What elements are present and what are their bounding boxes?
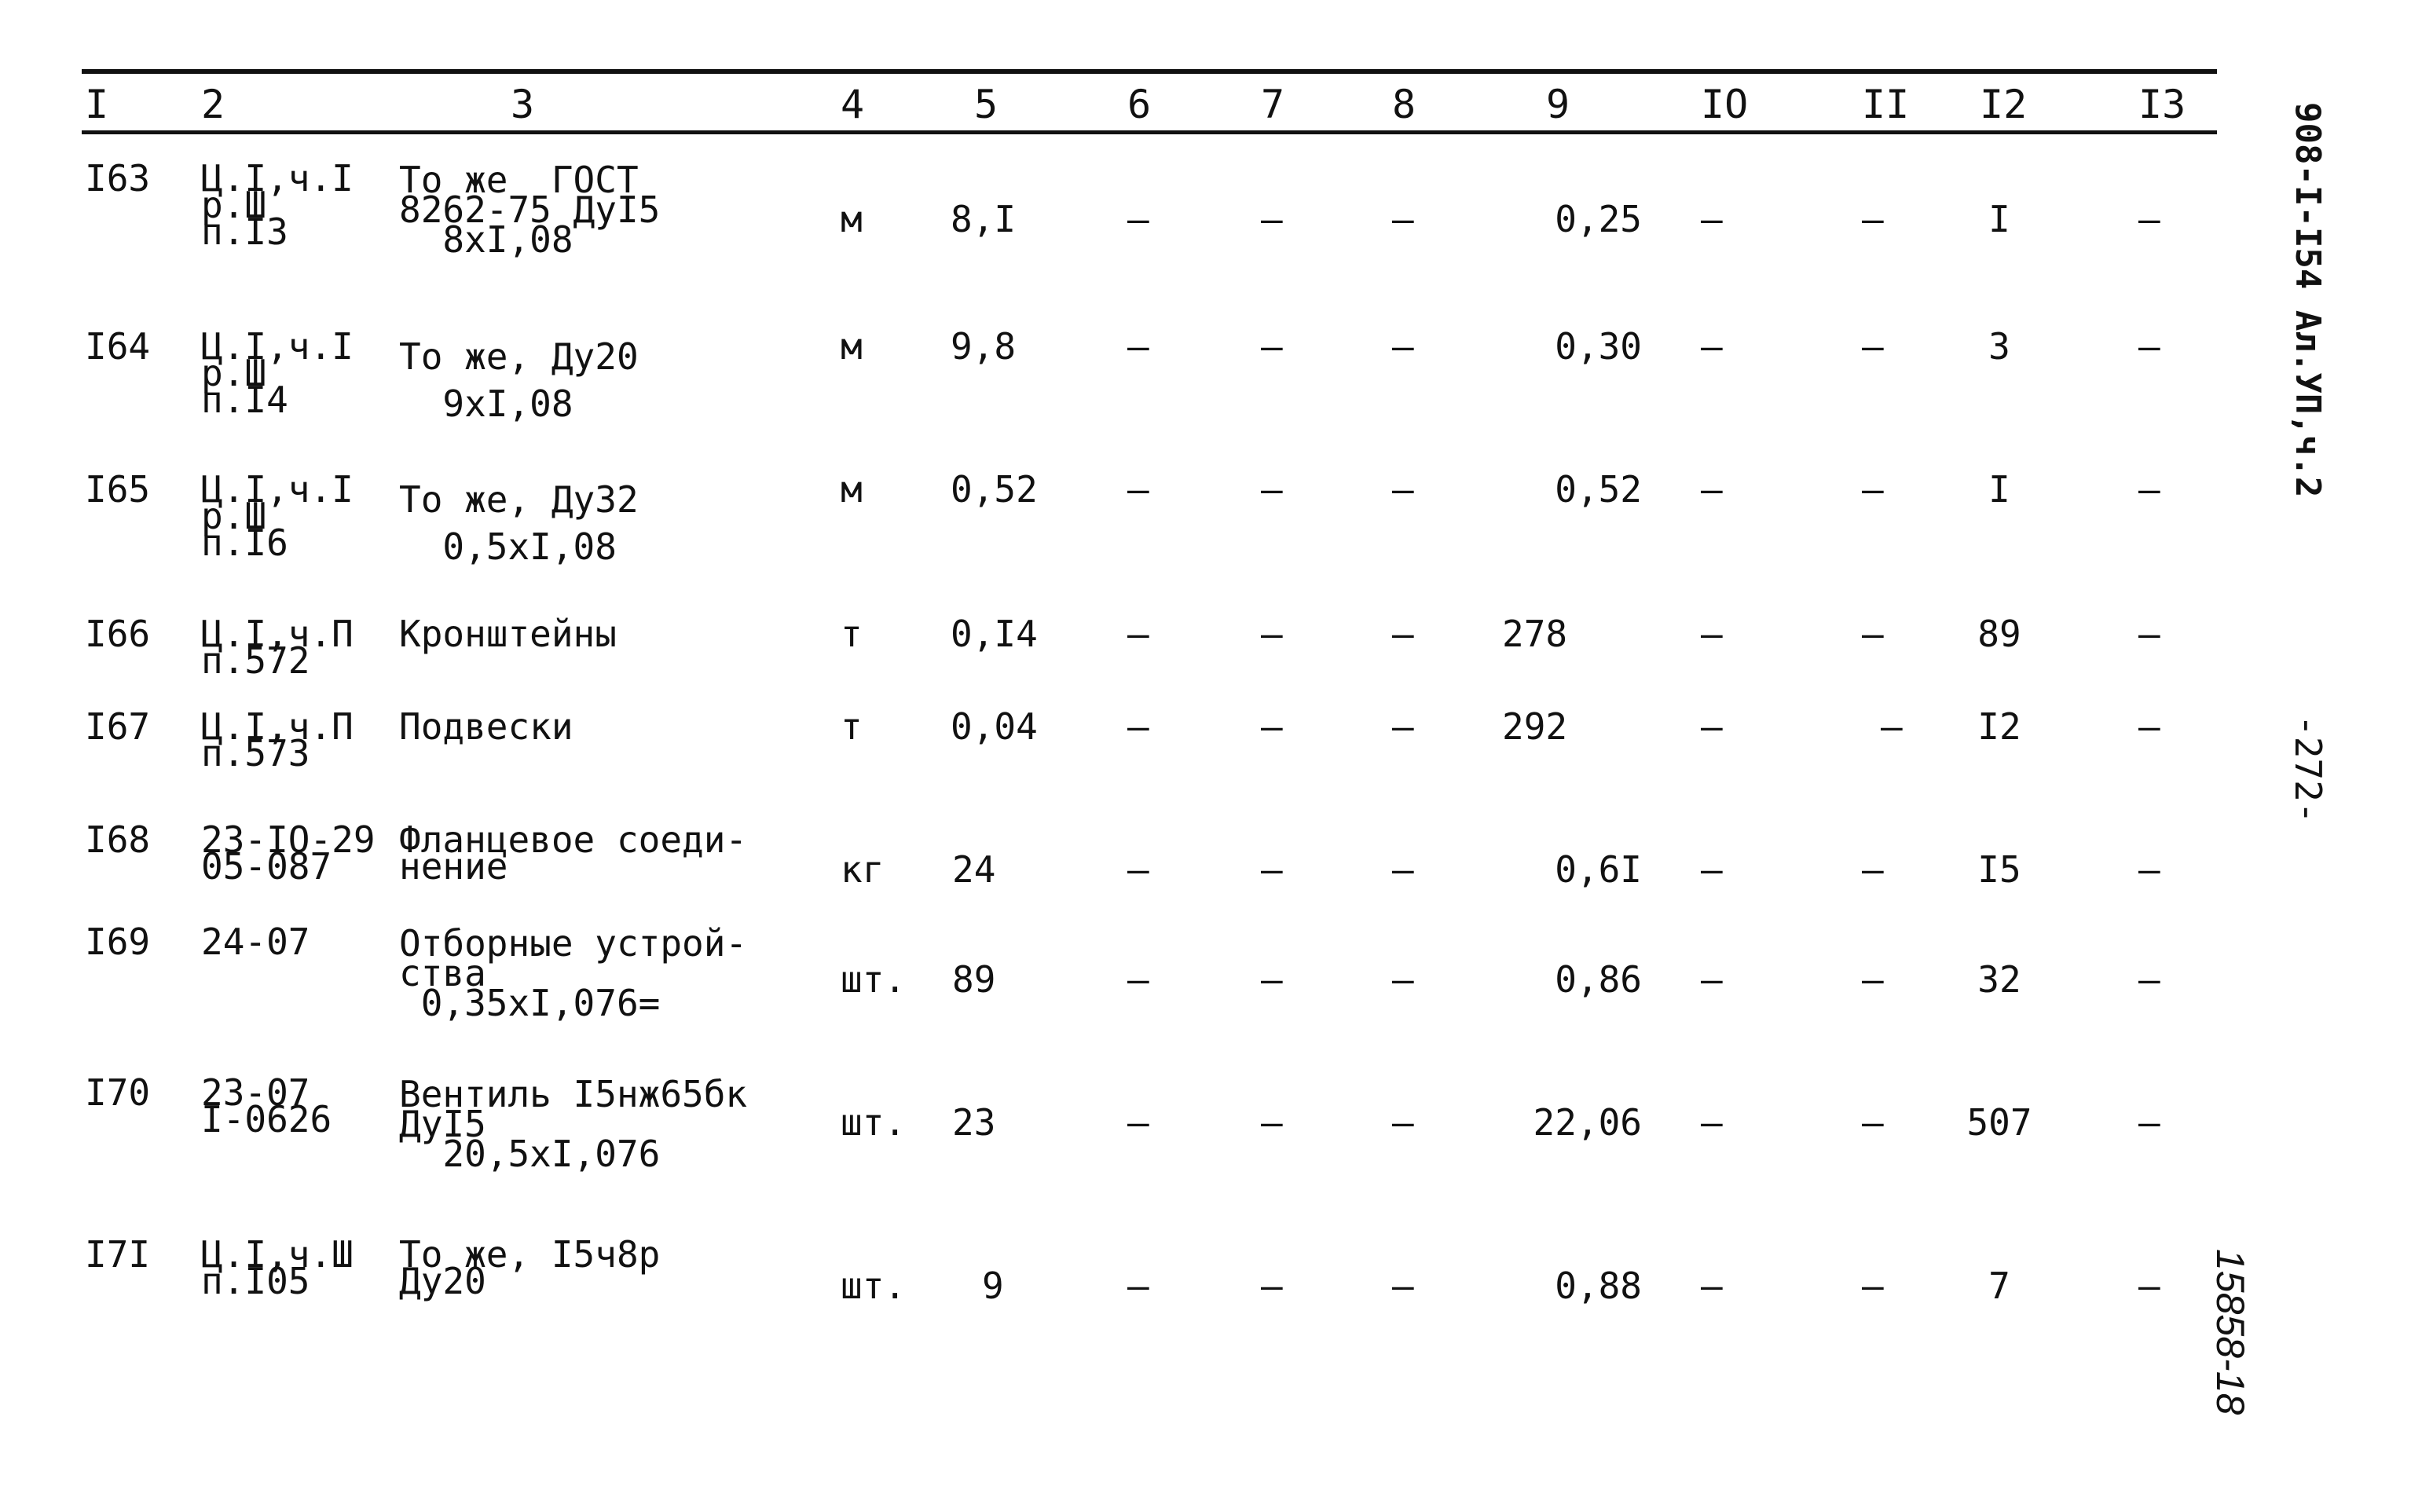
row-unit: м	[841, 468, 863, 511]
row-description: То же, Ду20 9хI,08	[399, 335, 639, 425]
row-col12: I	[1988, 198, 2010, 240]
header-col-4: 4	[841, 82, 865, 127]
header-col-13: I3	[2138, 82, 2186, 127]
header-col-6: 6	[1127, 82, 1152, 127]
row-unit: т	[841, 613, 863, 655]
row-number: I67	[85, 705, 151, 748]
header-col-9: 9	[1546, 82, 1570, 127]
row-description: Подвески	[399, 705, 573, 748]
row-number: I64	[85, 325, 151, 368]
header-col-7: 7	[1261, 82, 1285, 127]
row-source: Ц.I,ч.I р.Ш п.I4	[201, 325, 354, 421]
row-description: Отборные устрой- ства 0,35хI,076=	[399, 922, 748, 1024]
header-col-3: 3	[511, 82, 535, 127]
row-unit: кг	[841, 848, 885, 891]
row-unit: м	[841, 198, 863, 240]
document-page: I 2 3 4 5 6 7 8 9 IO II I2 I3 I63 Ц.I,ч.I р.Ш п.I3 То же ГОСТ 8262-75 ДуI5 8хI,08 м 8,I – – – 0,25 – – I – I64 Ц.I,ч.I р.Ш п.I4 То же, Ду20 9хI,08 м 9,8 – – – 0,30 – – 3 – I65 Ц.I,ч.I р.Ш п.I6 То же, Ду32 0,5хI,08 м 0,52 – – – 0,52 – – I – I66 Ц.I,ч.П п.572 Кронштейны т 0,I4 – – – 278 – – 89 – I67 Ц.I,ч.П п.573 Подвески т 0,04 – – – 292 – – I2 – I68 23-IO-29 05-087 Фланцевое соеди- нение кг 24 – – – 0,6I – – I5 – I69 24-07 Отборные устрой- ства 0,35хI,076= шт. 89 – – – 0,86 – – 32 – I70 23-07 I-0626 Вентиль I5нж65бк ДуI5 20,5хI,076 шт. 23 – – – 22,06 – – 507 – I7I Ц.I,ч.Ш п.I05 То же, I5ч8р Ду20 шт. 9 – – – 0,88 – – 7 – 908-I-I54 Ал.УП,ч.2 -272- 15858-18	[0, 0, 2411, 1512]
row-col9: 0,25	[1555, 198, 1642, 240]
row-source: Ц.I,ч.Ш п.I05	[201, 1233, 354, 1302]
row-unit: т	[841, 705, 863, 748]
row-unit: м	[841, 325, 863, 368]
archive-stamp: 15858-18	[2208, 1249, 2252, 1415]
row-description: Вентиль I5нж65бк ДуI5 20,5хI,076	[399, 1073, 748, 1175]
row-description: То же ГОСТ 8262-75 ДуI5 8хI,08	[399, 159, 661, 261]
row-col5: 8,I	[951, 198, 1017, 240]
row-unit: шт.	[841, 1265, 907, 1307]
table-top-rule	[82, 69, 2217, 74]
row-source: Ц.I,ч.П п.572	[201, 613, 354, 682]
row-number: I7I	[85, 1233, 151, 1276]
row-number: I70	[85, 1071, 151, 1114]
header-col-12: I2	[1980, 82, 2028, 127]
row-number: I65	[85, 468, 151, 511]
header-col-1: I	[85, 82, 109, 127]
row-source: 24-07	[201, 921, 310, 963]
header-col-5: 5	[974, 82, 998, 127]
document-code: 908-I-I54 Ал.УП,ч.2	[2288, 102, 2328, 498]
row-description: То же, I5ч8р Ду20	[399, 1233, 661, 1302]
row-number: I69	[85, 921, 151, 963]
row-source: Ц.I,ч.I р.Ш п.I6	[201, 468, 354, 564]
row-number: I66	[85, 613, 151, 655]
row-source: Ц.I,ч.I р.Ш п.I3	[201, 157, 354, 253]
row-description: Кронштейны	[399, 613, 617, 655]
row-description: Фланцевое соеди- нение	[399, 818, 748, 888]
row-number: I68	[85, 818, 151, 861]
header-bottom-rule	[82, 130, 2217, 134]
row-description: То же, Ду32 0,5хI,08	[399, 478, 639, 568]
row-number: I63	[85, 157, 151, 200]
row-source: 23-07 I-0626	[201, 1071, 332, 1140]
row-unit: шт.	[841, 958, 907, 1001]
header-col-8: 8	[1392, 82, 1416, 127]
row-unit: шт.	[841, 1101, 907, 1144]
header-col-10: IO	[1701, 82, 1749, 127]
header-col-11: II	[1862, 82, 1910, 127]
header-col-2: 2	[201, 82, 225, 127]
page-number: -272-	[2287, 715, 2329, 824]
row-source: Ц.I,ч.П п.573	[201, 705, 354, 774]
row-source: 23-IO-29 05-087	[201, 818, 376, 888]
